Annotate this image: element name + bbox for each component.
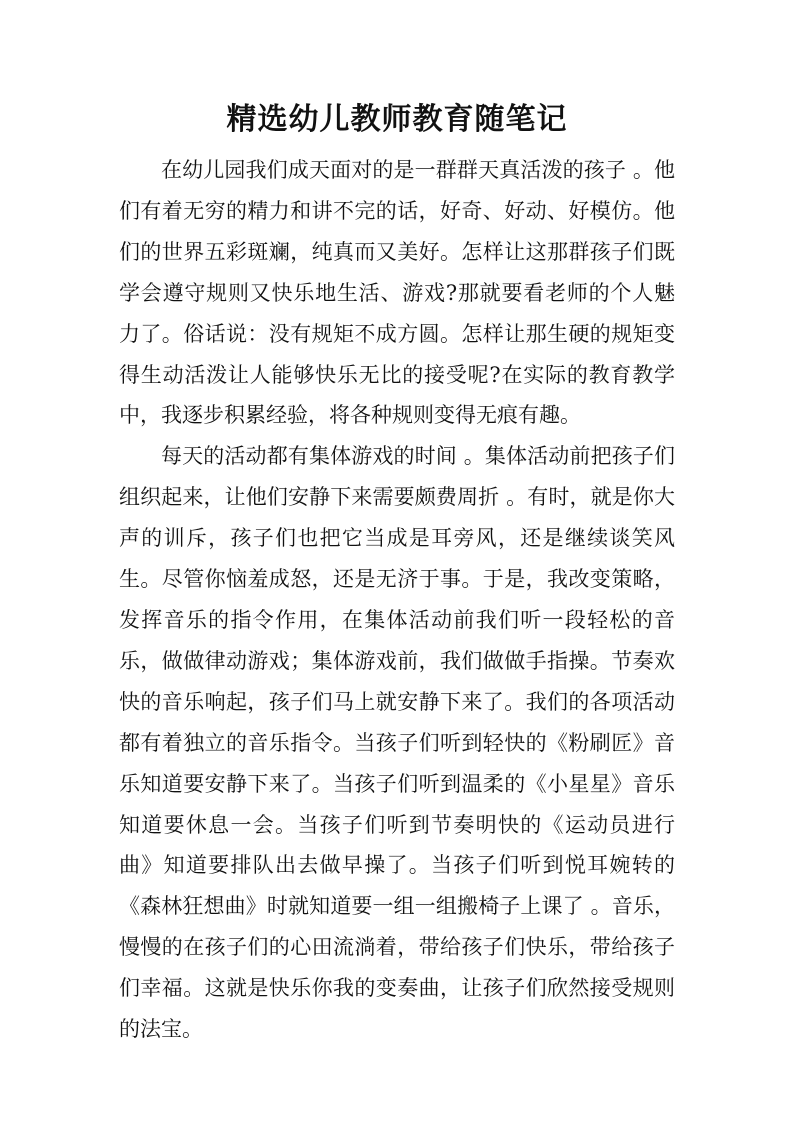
- paragraph-2: 每天的活动都有集体游戏的时间 。集体活动前把孩子们组织起来，让他们安静下来需要颇费周折 。有时，就是你大声的训斥，孩子们也把它当成是耳旁风，还是继续谈笑风生。尽管你恼羞成怒，还是无济于事。于是，我改变策略，发挥音乐的指令作用，在集体活动前我们听一段轻松的音乐，做做律动游戏；集体游戏前，我们做做手指操。节奏欢快的音乐响起，孩子们马上就安静下来了。我们的各项活动都有着独立的音乐指令。当孩子们听到轻快的《粉刷匠》音乐知道要安静下来了。当孩子们听到温柔的《小星星》音乐知道要休息一会。当孩子们听到节奏明快的《运动员进行曲》知道要排队出去做早操了。当孩子们听到悦耳婉转的《森林狂想曲》时就知道要一组一组搬椅子上课了 。音乐，慢慢的在孩子们的心田流淌着，带给孩子们快乐，带给孩子们幸福。这就是快乐你我的变奏曲，让孩子们欣然接受规则的法宝。: [119, 444, 675, 1042]
- document-title: 精选幼儿教师教育随笔记: [226, 102, 568, 137]
- paragraph-1: 在幼儿园我们成天面对的是一群群天真活泼的孩子 。他们有着无穷的精力和讲不完的话，好奇、好动、好模仿。他们的世界五彩斑斓，纯真而又美好。怎样让这那群孩子们既学会遵守规则又快乐地生活、游戏?那就要看老师的个人魅力了。俗话说：没有规矩不成方圆。怎样让那生硬的规矩变得生动活泼让人能够快乐无比的接受呢?在实际的教育教学中，我逐步积累经验，将各种规则变得无痕有趣。: [119, 158, 675, 428]
- document-body: [119, 150, 675, 1050]
